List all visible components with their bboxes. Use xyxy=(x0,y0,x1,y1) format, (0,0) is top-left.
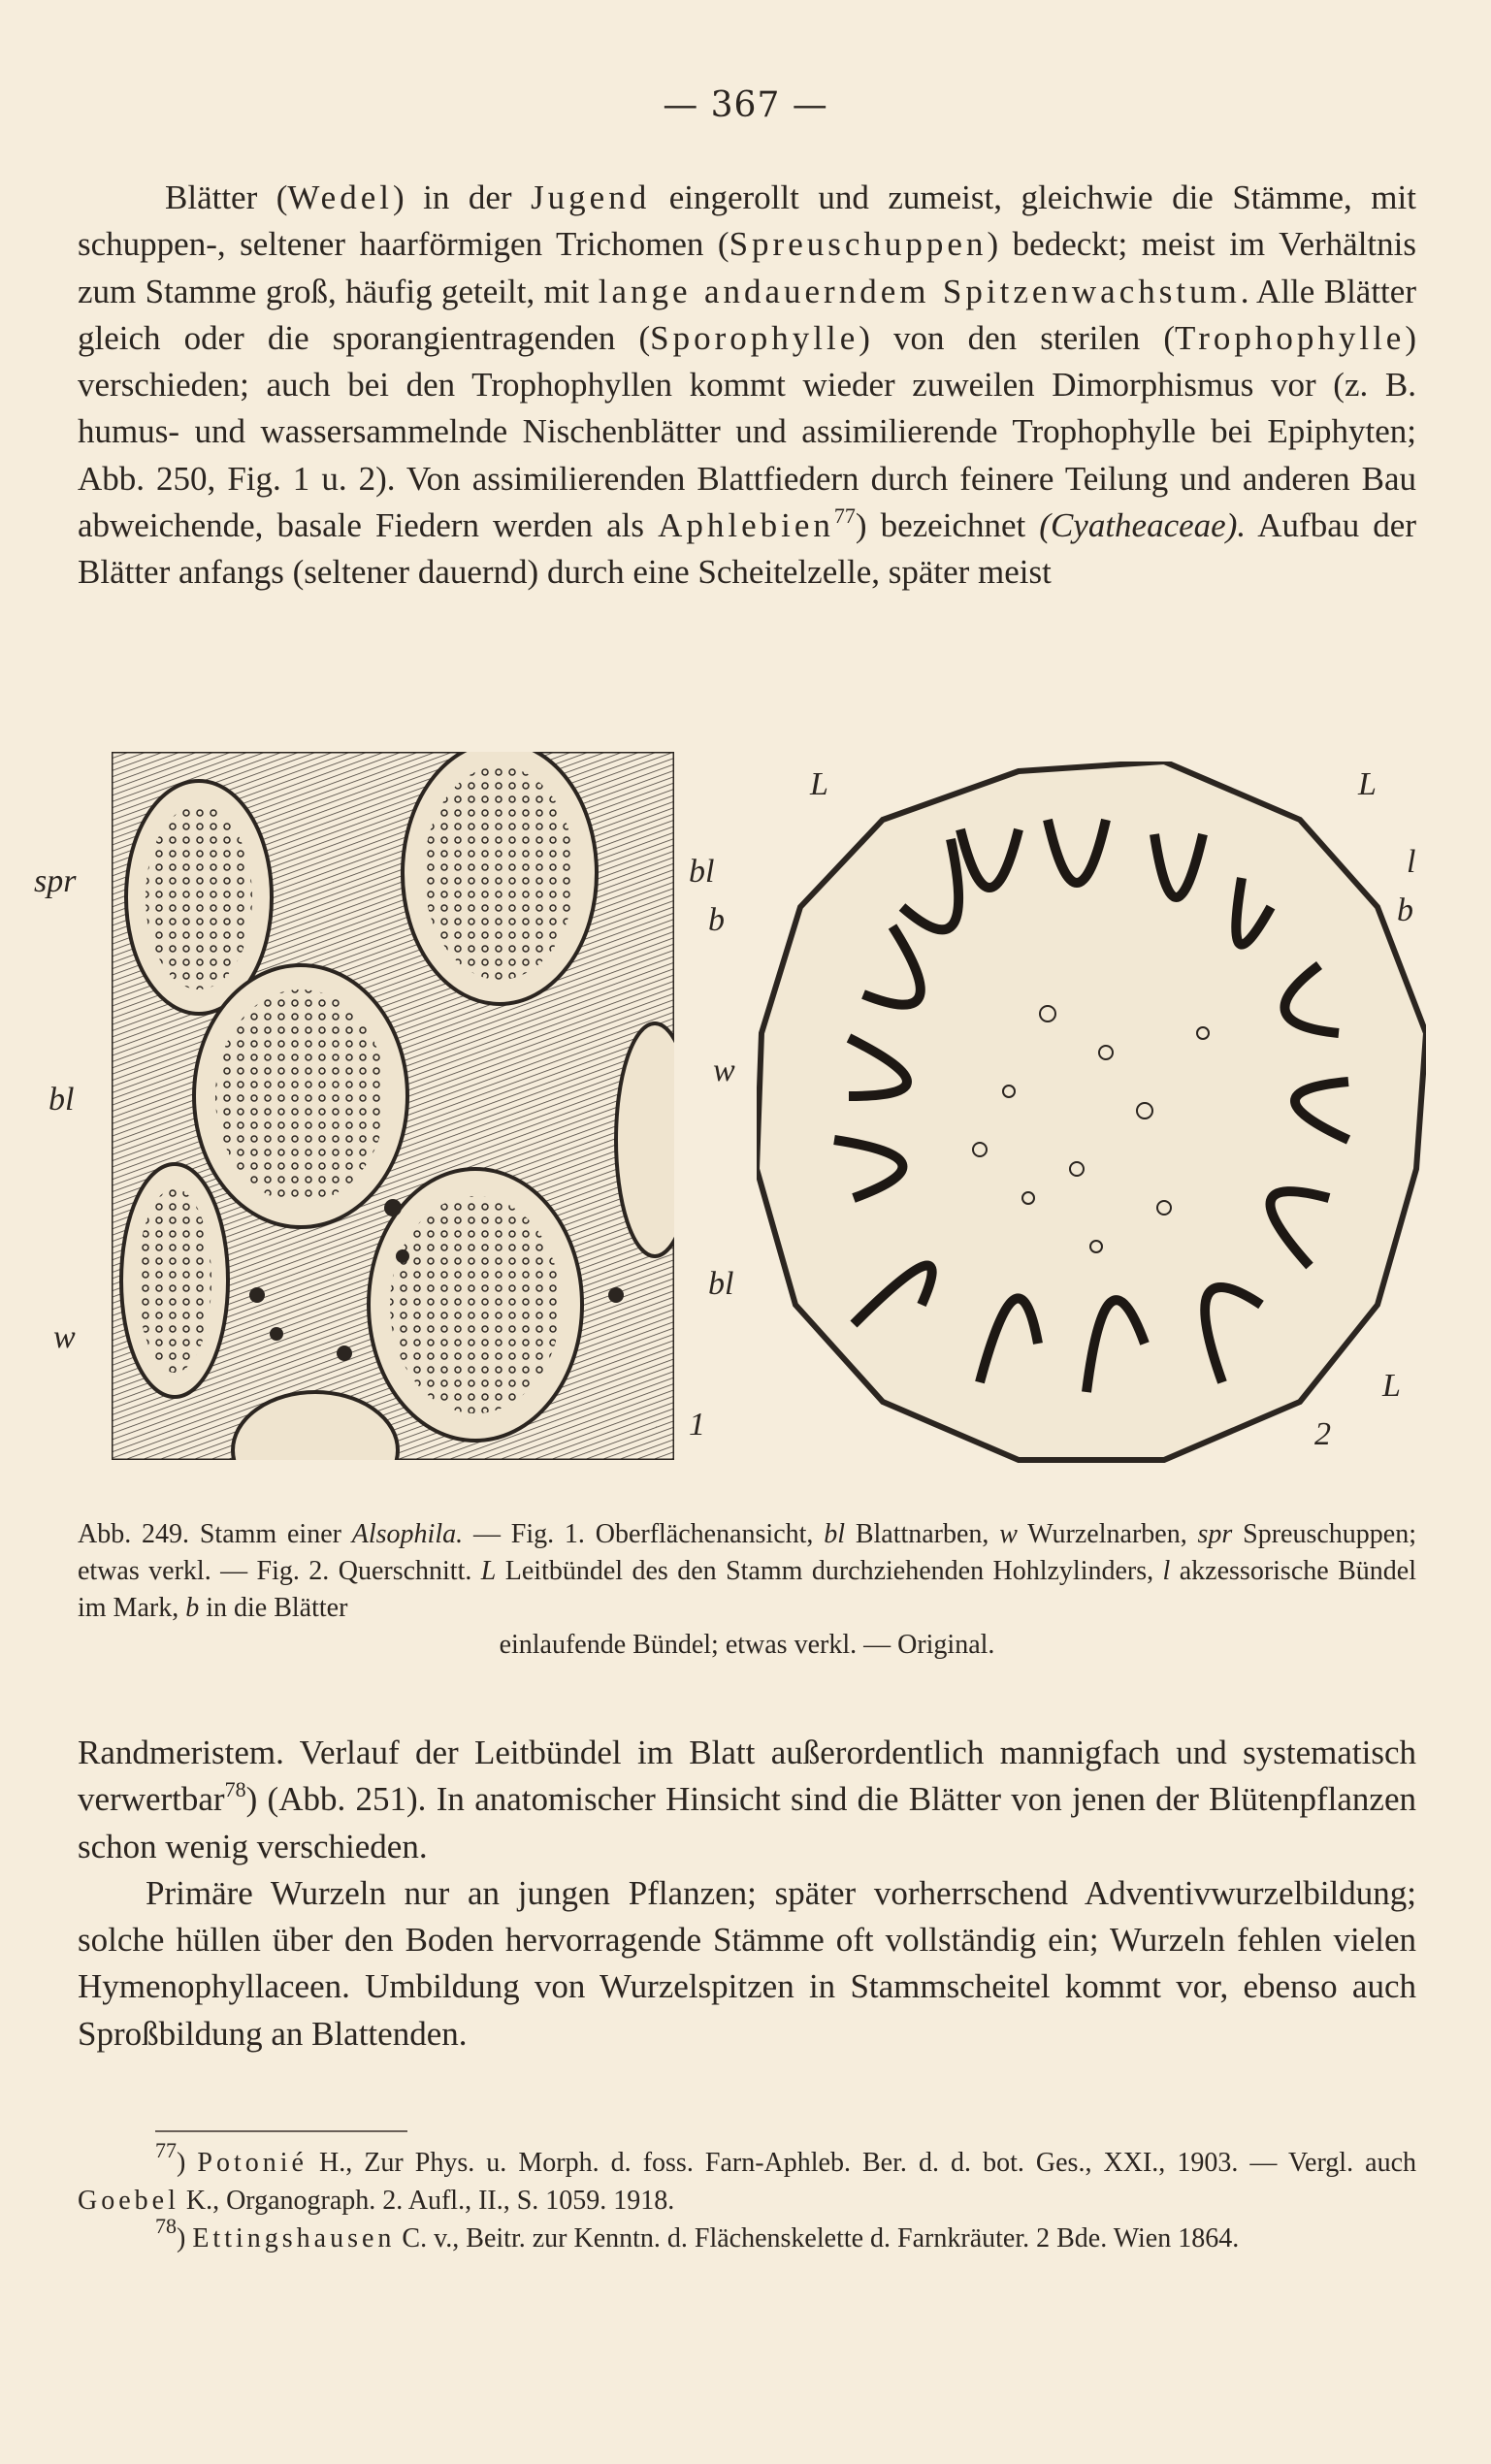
paragraph-roots: Primäre Wurzeln nur an jungen Pflanzen; später vorherrschend Adventivwurzelbildung; solche hüllen über den Boden hervorragende Stämme oft vollständig ein; Wurzeln fehlen vielen Hymenophyllaceen. Umbildung von Wurzelspitzen in Stammscheitel kommt vor, ebenso auch Sproßbildung an Blattenden. xyxy=(78,1873,1416,2053)
caption-text: — Fig. 1. Oberflächenansicht, xyxy=(463,1519,825,1549)
emphasis-term: Aphlebien xyxy=(658,506,834,545)
footnote-text: C. v., Beitr. zur Kenntn. d. Flächenskelette d. Farnkräuter. 2 Bde. Wien 1864. xyxy=(395,2223,1240,2253)
body-paragraph-bottom xyxy=(78,1730,1416,2058)
caption-text: Leitbündel des den Stamm durchziehenden Hohlzylinders, xyxy=(496,1556,1163,1586)
caption-text: Spreuschuppen; etwas verkl. — Fig. 2. Querschnitt. xyxy=(78,1519,1416,1586)
text-run: ) bedeckt; meist im Verhältnis zum Stamme groß, häufig geteilt, mit xyxy=(78,225,1416,310)
label-spr: spr xyxy=(34,863,77,899)
caption-symbol: spr xyxy=(1197,1519,1233,1549)
emphasis-term: Trophophylle xyxy=(1175,318,1406,357)
label-b-fig2: b xyxy=(1397,892,1413,928)
label-w-right: w xyxy=(713,1053,735,1088)
footnote-ref[interactable]: 77 xyxy=(833,503,856,529)
label-L-bottom: L xyxy=(1382,1368,1401,1404)
text-run: ) (Abb. 251). In anatomischer Hinsicht sind die Blätter von jenen der Blütenpflanzen schon wenig verschieden. xyxy=(78,1780,1416,1865)
footnote-77: $^{77}$) Potonié H., Zur Phys. u. Morph. d. foss. Farn-Aphleb. Ber. d. d. bot. Ges., XXI., 1903. — Vergl. auch Goebel K., Organograph. 2. Aufl., II., S. 1059. 1918. xyxy=(78,2138,1417,2216)
text-run: ) in der xyxy=(392,178,532,216)
footnote-separator xyxy=(155,2130,407,2132)
footnote-text: H., Zur Phys. u. Morph. d. foss. Farn-Aphleb. Ber. d. d. bot. Ges., XXI., 1903. — Vergl. auch xyxy=(307,2148,1417,2178)
emphasis-term: Spreuschuppen xyxy=(729,225,988,264)
text-run: Blätter ( xyxy=(165,178,288,216)
label-b-fig1: b xyxy=(708,902,725,938)
caption-text: in die Blätter xyxy=(199,1593,348,1623)
page-number: — 367 — xyxy=(663,85,828,125)
label-bl-left: bl xyxy=(49,1082,75,1118)
figure-249 xyxy=(0,737,1491,1484)
figure-caption xyxy=(78,1516,1416,1664)
label-l: l xyxy=(1407,844,1416,880)
caption-symbol: bl xyxy=(824,1519,845,1549)
footnote-text: K., Organograph. 2. Aufl., II., S. 1059. 1918. xyxy=(178,2186,675,2216)
text-run: ) bezeichnet xyxy=(855,506,1040,545)
body-paragraph-top xyxy=(78,175,1416,597)
label-L-top-left: L xyxy=(810,766,828,802)
caption-symbol: b xyxy=(185,1593,200,1623)
figure-1-number: 1 xyxy=(689,1407,705,1443)
footnote-78: $^{78}$) Ettingshausen C. v., Beitr. zur Kenntn. d. Flächenskelette d. Farnkräuter. 2 Bde. Wien 1864. xyxy=(155,2214,1240,2253)
caption-taxon: Alsophila. xyxy=(351,1519,464,1549)
caption-symbol: l xyxy=(1162,1556,1171,1586)
caption-text: Blattnarben, xyxy=(845,1519,1000,1549)
emphasis-term: Wedel xyxy=(287,178,393,216)
caption-text: Wurzelnarben, xyxy=(1017,1519,1198,1549)
taxon-name: (Cyatheaceae). xyxy=(1039,506,1247,545)
caption-text: akzessorische Bündel im Mark, xyxy=(78,1556,1416,1623)
label-L-top-right: L xyxy=(1358,766,1377,802)
footnote-number: 78 xyxy=(155,2214,177,2238)
emphasis-term: lange andauerndem Spitzenwachstum xyxy=(598,272,1241,310)
text-run: Aufbau der Blätter anfangs (seltener dauernd) durch eine Scheitelzelle, später meist xyxy=(78,506,1416,592)
caption-symbol: w xyxy=(999,1519,1018,1549)
label-bl-top: bl xyxy=(689,854,715,890)
footnotes xyxy=(78,2138,1417,2257)
text-run: eingerollt und zumeist, gleichwie die Stämme, mit schuppen-, seltener haarförmigen Trichomen ( xyxy=(78,178,1416,264)
caption-last-line: einlaufende Bündel; etwas verkl. — Original. xyxy=(499,1630,995,1660)
emphasis-term: Sporophylle xyxy=(650,318,859,357)
text-run: ) von den sterilen ( xyxy=(859,318,1176,357)
figure-2-number: 2 xyxy=(1314,1416,1331,1452)
caption-text: Abb. 249. Stamm einer xyxy=(78,1519,352,1549)
footnote-number: 77 xyxy=(155,2138,177,2162)
text-run: ) verschieden; auch bei den Trophophyllen kommt wieder zuweilen Dimorphismus vor (z. B. humus- und wassersammelnde Nischenblätter und assimilierende Trophophylle bei Epiphyten; Abb. 250, Fig. 1 u. 2). Von assimilierenden Blattfiedern durch feinere Teilung und anderen Bau abweichende, basale Fiedern werden als xyxy=(78,318,1416,545)
footnote-ref[interactable]: 78 xyxy=(224,1777,246,1802)
figure-2-cross-section xyxy=(757,762,1426,1470)
text-run: Randmeristem. Verlauf der Leitbündel im Blatt außerordentlich mannigfach und systematisch verwertbar xyxy=(78,1734,1416,1819)
author-name: Ettingshausen xyxy=(192,2223,396,2253)
emphasis-term: Jugend xyxy=(531,178,651,216)
label-w-left: w xyxy=(53,1319,76,1355)
text-run: . Alle Blätter gleich oder die sporangientragenden ( xyxy=(78,272,1416,357)
label-bl-bottom: bl xyxy=(708,1266,734,1302)
caption-symbol: L xyxy=(480,1556,497,1586)
figure-1-surface-view xyxy=(112,752,674,1460)
author-name: Potonié xyxy=(197,2148,308,2178)
author-name: Goebel xyxy=(78,2186,179,2216)
